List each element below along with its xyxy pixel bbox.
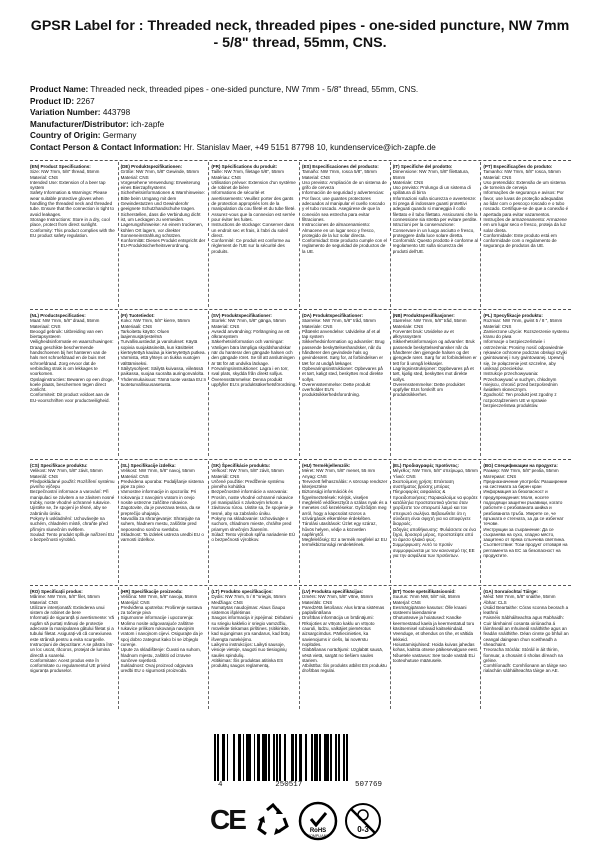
meta-label: Variation Number: <box>30 108 101 118</box>
spec-cell <box>480 587 571 709</box>
spec-text: Taille: NW 7mm, filetage 5/8", 55mm Matériau: CNS Utilisation prévue: Extension d'un système de robinet de bière Informations de sécurité et avertissements: Veuillez porter des gants de protection appropriés lors de la manipulation du cou fileté et du tube fileté. Assurez-vous que la connexion est serrée pour éviter les fuites. Instructions de stockage: Conserver dans un endroit sec et frais, à l'abri du soleil direct. Conformité: Ce produit est conforme au règlement de l'UE sur la sécurité des produits. <box>211 169 296 254</box>
spec-cell <box>390 162 481 307</box>
meta-line <box>30 142 575 154</box>
spec-heading: (BG) Спецификации на продукта: <box>483 463 558 468</box>
meta-label: Manufacturer/Distributor: <box>30 119 129 129</box>
spec-text: Veličina: NW 7mm, 5/8" navoja, 55mm Materijal: CNS Predviđena upotreba: Proširenje sustava za točenje piva Sigurnosne informacije i upozorenja: Molimo nosite odgovarajuće zaštitne rukavice prilikom rukovanja navojnim vratom i navojnom cijevi. Osigurajte da je spoj dobro zategnut kako bi se izbjeglo curenje. Upute za skladištenje: Čuvati na suhom, hladnom mjestu, zaštititi od izravne sunčeve svjetlosti. Sukladnost: Ovaj proizvod odgovara uredbi EU o sigurnosti proizvoda. <box>120 594 203 674</box>
spec-text: Rozmiar: NW 7mm, gwint 5 / 8 ", 55mm Materiał: CNS Zamierzone użycie: Rozszerzenie systemu kranu do piwa Informacje o bezpieczeństwie i ostrzeżenia: Prosimy nosić odpowiednie rękawice ochronne podczas obsługi szyjki gwintowanej i rury gwintowanej. Upewnij się, że połączenie jest szczelne, aby uniknąć przecieków. Instrukcje przechowywania: Przechowywać w suchym, chłodnym miejscu, chronić przed bezpośrednim światłem słonecznym. Zgodność: Ten produkt jest zgodny z rozporządzeniem UE w sprawie bezpieczeństwa produktów. <box>483 318 569 409</box>
spec-cell <box>208 587 299 709</box>
spec-text: Izmērs: NW 7mm, 5/8" vītne, 55mm Materiāls: CNS Paredzētā lietošana: Alus krāna sistēmas paplašināšana Drošības informācija un brīdinājumi: Rīkojoties ar vītņoto kaklu un vītņoto cauruli, lūdzu, valkājiet piemērotus aizsargcimdus. Pārliecinieties, ka savienojums ir ciešs, lai novērstu noplūdes. Glabāšanas norādījumi: Uzglabāt sausā, vēsā vietā, sargāt no tiešiem saules stariem. Atbilstība: Šis produkts atbilst ES produktu drošības regulai. <box>302 594 387 674</box>
age-0-3-warning-icon <box>343 801 383 841</box>
meta-label: Product ID: <box>30 96 75 106</box>
meta-label: Contact Person & Contact Information: <box>30 142 182 152</box>
product-meta <box>30 84 575 154</box>
spec-row-3 <box>30 461 571 583</box>
meta-value: Threaded neck, threaded pipes - one-sided puncture, NW 7mm - 5/8" thread, 55mm, CNS. <box>90 85 419 94</box>
spec-heading: (ES) Especificaciones del producto: <box>302 164 379 169</box>
spec-cell <box>390 311 481 456</box>
divider <box>30 585 571 586</box>
divider <box>30 309 571 310</box>
meta-line <box>30 119 575 131</box>
spec-heading: (LV) Produkta specifikācijas: <box>302 589 364 594</box>
spec-heading: (EN) Product Specifications: <box>30 164 91 169</box>
ce-mark: CE <box>210 804 245 835</box>
spec-row-1 <box>30 162 571 307</box>
spec-text: Μέγεθος: NW 7mm, 5/8" σπείρωμα, 55mm Υλικό: CNS Σκοπούμενη χρήση: Επέκταση συστήματος βρύσης μπύρας Πληροφορίες ασφαλείας & προειδοποιήσεις: Παρακαλούμε να φοράτε κατάλληλα προστατευτικά γάντια όταν χειρίζεστε τον σπειρωτό λαιμό και τον σπειρωτό σωλήνα. Βεβαιωθείτε ότι η σύνδεση είναι σφιχτή για να αποφύγετε διαρροές. Οδηγίες αποθήκευσης: Φυλάσσετε σε ένα ξηρό, δροσερό μέρος, προστατέψτε από το άμεσο ηλιακό φως. Συμμόρφωση: Αυτό το προϊόν συμμορφώνεται με τον κανονισμό της ΕΕ για την ασφάλεια των προϊόντων. <box>392 468 478 559</box>
spec-heading: (NB) Produktspesifikasjoner: <box>392 313 455 318</box>
divider <box>30 459 571 460</box>
spec-cell <box>30 461 118 583</box>
spec-heading: (SL) Specifikacije izdelka: <box>120 463 176 468</box>
spec-text: Suurus: 7mm NW, 5/8" niit, 55mm Materjal: CNS Eesmärgipärane kasutus: Õlle kraani süsteemi laiendamine Ohutusteave ja hoiatused: Kandke keermestatud kaela ja keermestatud toru käsitsemisel sobivaid kaitsekindaid. Veenduge, et ühendus on tihe, et vältida lekkeid. Hoiustamisjuhised: Hoida kuivas jahedas kohas, kaitsta otsese päikesevalguse eest. Nõuetele vastavus: See toode vastab ELi tooteohutuse määrusele. <box>392 594 478 663</box>
spec-cell <box>30 587 118 709</box>
recycle-icon <box>254 802 292 840</box>
spec-cell <box>299 162 390 307</box>
spec-text: Størrelse: NW 7mm, 5/8" tråd, 55mm Materiale: CNS Forventet bruk: Utvidelse av et ølkrysssystem Sikkerhetsinformasjon og advarsler: Bruk passende beskyttelseshansker når du håndterer den gjengede halsen og det gjengede røret. Sørg for at forbindelsen er tett for å unngå lekkasjer. Lagringsinstruksjoner: Oppbevares på et tørt, kjølig sted, beskyttes mot direkte sollys. Overensstemmelse: Dette produktet oppfyller EUs forskrift om produktsikkerhet. <box>392 318 477 398</box>
meta-value: Germany <box>102 131 137 141</box>
divider <box>30 160 571 161</box>
spec-heading: (FR) Spécifications du produit: <box>211 164 278 169</box>
spec-text: Mărime: NW 7mm, 5/8" filet, 55mm Material: CNS Utilizare intenționată: Extinderea unui sistem de robinet de bere Informații de siguranță și avertismente: Vă rugăm să purtați mănuși de protecție adecvate la manipularea gâtului filetat și a tubului filetat. Asigurați-vă că conexiunea este strânsă pentru a evita scurgerile. Instrucțiuni de depozitare: A se păstra într-un loc uscat, răcoros, protejat de lumina directă a soarelui. Conformitate: Acest produs este în conformitate cu regulamentul UE privind siguranța produselor. <box>30 594 115 674</box>
spec-cell <box>480 311 571 456</box>
spec-cell <box>299 461 390 583</box>
meta-line <box>30 107 575 119</box>
spec-heading: (LT) Produkto specifikacijos: <box>211 589 273 594</box>
spec-heading: (HU) Termékjellemzők: <box>302 463 351 468</box>
spec-text: Velikost: NW 7mm, 5/8" navoj, 55mm Material: CNS Predvidena uporaba: Podaljšanje sistema pipe za pivo Varnostne informacije in opozorila: Pri rokovanju z navojnim vratom in cevjo nosite ustrezne zaščitne rokavice. Zagotovite, da je povezava tesna, da se preprečijo uhajanja. Navodila za shranjevanje: Shranjujte na suhem, hladnem mestu, zaščitite pred neposredno sončno svetlobo. Skladnost: Ta izdelek ustreza uredbi EU o varnosti izdelkov. <box>120 468 204 543</box>
meta-label: Country of Origin: <box>30 131 101 141</box>
label-title: GPSR Label for : Threaded neck, threaded pipes - one-sided puncture, NW 7mm - 5/8" thread, 55mm, CNS. <box>30 18 570 51</box>
spec-text: Größe: NW 7mm, 5/8" Gewinde, 55mm Material: CNS Vorgesehene Verwendung: Erweiterung eines Bierzapfsystems Sicherheitsinformationen & Warnhinweise: Bitte beim Umgang mit dem Gewindestutzen und Gewinderohr geeignete Schutzhandschuhe tragen. Sicherstellen, dass die Verbindung dicht ist, um Leckagen zu vermeiden. Lagerungshinweise: An einem trockenen, kühlen Ort lagern, vor direkter Sonneneinstrahlung schützen. Konformität: Dieses Produkt entspricht der EU-Produktsicherheitsverordnung. <box>120 169 206 249</box>
spec-text: Størrelse: NW 7mm, 5/8" tråd, 55mm Materiale: CNS Påtænkt anvendelse: Udvidelse af et øl tap system Sikkerhedsinformation og advarsler: Brug passende beskyttelseshandsker, når du håndterer den gevindede hals og gevinderøret. Sørg for, at forbindelsen er tæt for at undgå lækager. Opbevaringsinstruktioner: Opbevares på et tørt, køligt sted, beskyttes mod direkte sollys. Overensstemmelse: Dette produkt overholder EU's produktsikkerhedsforordning. <box>302 318 385 398</box>
spec-text: Dydis: NW 7mm, 5 / 8 "sriegis, 55mm Medžiaga: CNS Numatytas naudojimas: Alaus čiaupo sistemos išplėtimas Saugos informacija ir įspėjimai: Dirbdami su sriegiu kaklelio ir sriegio vamzdžiu, mūvėkite tinkamas pirštines. Įsitikinkite, kad sujungimas yra sandarus, kad būtų išvengta nutekėjimo. Laikymo instrukcijos: Laikyti sausoje, vėsioje vietoje, saugoti nuo tiesioginių saulės spindulių. Atitikimas: Šis produktas atitinka ES produktų saugos reglamentą. <box>211 594 293 669</box>
spec-text: Storlek: NW 7mm, 5/8" gänga, 55mm Material: CNS Avsedd användning: Förlängning av ett ölkransystem Säkerhetsinformation och varningar: Vänligen bära lämpliga skyddshandskar när du hanterar den gängade halsen och den gängade röret. Se till att anslutningen är tät för att undvika läckage. Förvaringsinstruktioner: Lagra i en torr, sval plats, skydda från direkt solljus. Överensstämmelse: Denna produkt uppfyller EU:s produktsäkerhetsförordning. <box>211 318 297 387</box>
meta-value: ich-zapfe <box>131 119 165 129</box>
meta-value: 2267 <box>76 96 95 106</box>
meta-label: Product Name: <box>30 85 89 94</box>
spec-heading: (PL) Specyfikacje produktu: <box>483 313 543 318</box>
spec-text: Size: NW 7mm, 5/8" thread, 55mm Material: CNS Intended Use: Extension of a beer tap system Safety Information & Warnings: Please wear suitable protective gloves when handling the threaded neck and threaded tube. Ensure that the connection is tight to avoid leakages. Storage Instructions: Store in a dry, cool place, protect from direct sunlight. Conformity: This product complies with the EU product safety regulation. <box>30 169 115 238</box>
spec-heading: (PT) Especificações do produto: <box>483 164 553 169</box>
spec-cell <box>30 311 118 456</box>
spec-cell <box>118 162 209 307</box>
meta-value: Hr. Stanislav Maer, +49 5151 87798 10, kundenservice@ich-zapfe.de <box>183 142 436 152</box>
rohs-label: RoHS <box>309 828 327 834</box>
spec-cell <box>208 461 299 583</box>
spec-cell <box>390 587 481 709</box>
barcode-lead-digit: 4 <box>218 781 223 789</box>
spec-cell <box>299 587 390 709</box>
spec-heading: (EL) Προδιαγραφές προϊόντος: <box>392 463 460 468</box>
spec-heading: (HR) Specifikacije proizvoda: <box>120 589 183 594</box>
spec-text: Velikost: NW 7mm, 5/8" závit, 55mm Materiál: CNS Předpokládané použití: Rozšíření systému pivního výčepu Bezpečnostní informace a varování: Při manipulaci se závitem a se závitem nosné trubky, noste vhodné ochranné rukavice. Ujistěte se, že spojení je těsné, aby se zabránilo úniku. Pokyny k uskladnění: Uchovávejte na suchém, chladném místě, chraňte před přímým slunečním světlem. Soulad: Tento produkt splňuje nařízení EU o bezpečnosti výrobků. <box>30 468 115 543</box>
meta-value: 443798 <box>102 108 131 118</box>
spec-cell <box>118 461 209 583</box>
age-warning-label: 0-3 <box>357 825 369 834</box>
spec-text: Размер: NW 7mm, 5/8" резба, 55mm Материал: CNS Предназначение употреба: Разширение на системата за бирен кран Информация за безопасност и предупреждения: Моля, носете подходящи защитни ръкавици, когато работите с резбованата шийка и резбованата тръба. Уверете се, че връзката е стегната, за да се избегнат течове. Инструкции за съхранение: Да се съхранява на сухо, хладно място, защитено от пряка слънчева светлина. Съответствие: Този продукт отговаря на регламента на ЕС за безопасност на продуктите. <box>483 468 568 559</box>
spec-cell <box>390 461 481 583</box>
barcode-bar <box>348 734 350 781</box>
spec-heading: (ET) Toote spetsifikatsioonid: <box>392 589 456 594</box>
spec-heading: (DA) Produktspecifikationer: <box>302 313 364 318</box>
spec-text: Méid: NW 7mm, 5/8" snáithe, 55mm Ábhar: CLS Úsáid Beartaithe: Córas sconna beorach a leathnú Faisnéis Sábháilteachta agus Rabhaidh: Cuir lámhainní cosanta oiriúnacha á láimhseáil an mhuineál snáithithe agus an feadán snáithithe. Déan cinnte go bhfuil an ceangal daingean chun sceitheadh a sheachaint. Treoracha Stórála: Stóráil in áit thirim, fionnuar, a chosaint ó sholas díreach na gréine. Comhlíonadh: Comhlíonann an táirge seo rialachán sábháilteachta táirge an AE. <box>483 594 569 674</box>
spec-cell <box>480 162 571 307</box>
spec-cell <box>480 461 571 583</box>
barcode-left-digits: 250517 <box>275 781 303 789</box>
meta-line <box>30 84 575 96</box>
spec-row-4 <box>30 587 571 709</box>
spec-heading: (SK) Špecifikácie produktu: <box>211 463 271 468</box>
spec-text: Tamaño: NW 7mm, rosca 5/8", 55mm Material: CNS Uso previsto: Ampliación de un sistema de grifo de cerveza Información de seguridad y advertencias: Por favor, use guantes protectores adecuados al manipular el cuello roscado y el tubo roscado. Asegúrese de que la conexión sea estrecha para evitar filtraciones. Instrucciones de almacenamiento: Almacene en un lugar seco y fresco, protegido de la luz solar directa. Conformidad: Este producto cumple con el reglamento de seguridad de productos de la UE. <box>302 169 388 254</box>
spec-heading: (SV) Produktspecifikationer: <box>211 313 272 318</box>
rohs-icon <box>298 801 338 841</box>
spec-text: Maat: NW 7mm, 5/8" draad, 55mm Materiaal: CNS Beoogd gebruik: Uitbreiding van een biertapsysteem Veiligheidsinformatie en waarschuwingen: Draag geschikte beschermende handschoenen bij het hanteren van de hals met schroefdraad en de buis met schroefdraad. Zorg ervoor dat de verbinding strak is om lekkages te voorkomen. Opslaginstructies: Bewaren op een droge, koele plaats, beschermen tegen direct zonlicht. Conformiteit: Dit product voldoet aan de EU-voorschriften voor productveiligheid. <box>30 318 114 403</box>
spec-cell <box>118 587 209 709</box>
spec-cell <box>208 162 299 307</box>
barcode-right-digits: 507769 <box>354 781 382 789</box>
spec-text: Veľkosť: NW 7mm, 5/8" závit, 55mm Materiál: CNS Určené použitie: Predĺženie systému pivného kohútika Bezpečnostné informácie a varovania: Prosím, noste vhodné ochranné rukavice pri manipulácii s závitovým krkom a závitovou rúrou. Uistite sa, že spojenie je tesné, aby sa zabránilo úniku. Pokyny na skladovanie: Uchovávajte v suchom, chladnom mieste, chráňte pred priamym slnečným žiarením. Súlad: Tento výrobok spĺňa nariadenie EÚ o bezpečnosti výrobkov. <box>211 468 296 543</box>
spec-text: Tamanho: NW 7mm, 5/8" rosca, 55mm Material: CNS Uso pretendido: Extensão de um sistema de torneira de cerveja Informações de segurança e avisos: Por favor, use luvas de proteção adequadas ao lidar com o pescoço roscado e o tubo roscado. Certifique-se de que a conexão é apertada para evitar vazamentos. Instruções de armazenamento: Armazene em um lugar seco e fresco, proteja da luz solar direta. Conformidade: Este produto está em conformidade com o regulamento de segurança de produtos da UE. <box>483 169 569 249</box>
spec-cell <box>208 311 299 456</box>
spec-heading: (NL) Productspecificaties: <box>30 313 86 318</box>
spec-heading: (GA) Sonraíochtaí Táirge: <box>483 589 538 594</box>
spec-heading: (DE) Produktspezifikationen: <box>120 164 183 169</box>
spec-heading: (IT) Specifiche del prodotto: <box>392 164 453 169</box>
rohs-sub-label: COMPLIANT <box>307 834 329 838</box>
meta-line <box>30 96 575 108</box>
spec-cell <box>118 311 209 456</box>
spec-cell <box>30 162 118 307</box>
spec-text: Méret: NW 7mm, 5/8" menet, 55 mm Anyag: CNS Tervezett felhasználás: A sörcsap rendszer kiterjesztése Biztonsági információk és figyelmeztetések: Kérjük, viseljen megfelelő védőkesztyűt a szálas nyak és a menetes cső kezelésekor. Győződjön meg arról, hogy a kapcsolat szoros a szivárgások elkerülése érdekében. Tárolási utasítások: Üzlet egy száraz, hűvös helyen, védje a közvetlen napfénytől. Megfelelőség: Ez a termék megfelel az EU termékbiztonsági rendeletének. <box>302 468 388 548</box>
compliance-icons <box>0 800 600 842</box>
ean-barcode <box>214 734 386 790</box>
spec-text: Dimensione: NW 7mm, 5/8" filettatura, 55mm Materiale: CNS Uso previsto: Prolungo di un sistema di spillatura di birra Informazioni sulla sicurezza e avvertenze: Si prega di indossare guanti protettivi adeguati quando si maneggia il collo filettato e il tubo filettato. Assicurarsi che la connessione sia stretta per evitare perdite. Istruzioni per la conservazione: Conservare in un luogo asciutto e fresco, proteggere dalla luce solare diretta. Conformità: Questo prodotto è conforme al regolamento UE sulla sicurezza dei prodotti dell'UE. <box>392 169 478 254</box>
spec-text: Koko: NW 7mm, 5/8" kierre, 55mm Materiaali: CNS Tarkoitettu käyttö: Oluen laajennusjärjestelmä Turvallisuustiedot ja varoitukset: Käytä sopivia suojakäsineitä, kun käsittelet kierteytettyä kaulaa ja kierteytettyä putkea. Varmista, että yhteys on tiukka vuotojen välttämiseksi. Säilytysohjeet: Säilytä kuivassa, viileässä paikassa, suojaa suoralta auringonvalolta. Yhdenmukaisuus: Tämä tuote vastaa EU:n tuoteturvallisuusasetusta. <box>120 318 207 387</box>
spec-heading: (FI) Tuotetiedot: <box>120 313 155 318</box>
spec-cell <box>299 311 390 456</box>
spec-row-2 <box>30 311 571 456</box>
meta-line <box>30 130 575 142</box>
spec-heading: (RO) Specificații produs: <box>30 589 83 594</box>
spec-heading: (CS) Specifikace produktu: <box>30 463 88 468</box>
